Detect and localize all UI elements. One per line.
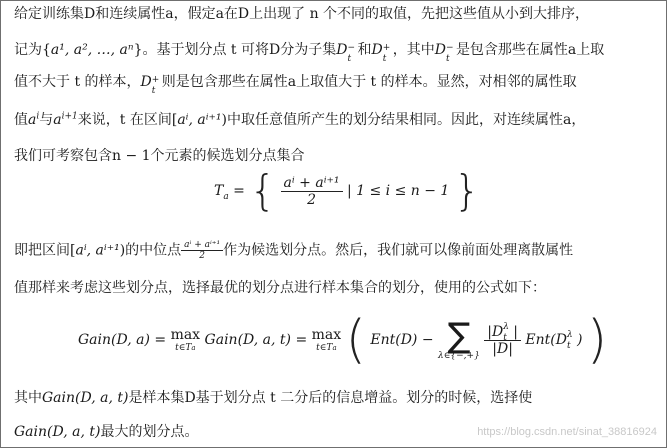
- paragraph-line-8: [14, 278, 659, 298]
- text-segment: 作为候选划分点。然后，我们就可以像前面处理离散属性: [223, 242, 574, 259]
- text-line-8: 值那样来考虑这些划分点，选择最优的划分点进行样本集合的划分，使用的公式如下：: [14, 280, 546, 296]
- paragraph-line-10: [14, 388, 659, 408]
- gain-mid: Gain(D, a, t) =: [204, 332, 308, 348]
- watermark: https://blog.csdn.net/sinat_38816924: [477, 426, 657, 438]
- entropy-term: Ent(D) −: [370, 332, 434, 348]
- gain-lhs: Gain(D, a) =: [78, 332, 167, 348]
- paragraph-line-5: [14, 146, 659, 166]
- math-gain-dat-2: Gain(D, a, t): [14, 424, 101, 440]
- paragraph-line-1: [14, 4, 659, 24]
- text-segment: 最大的划分点。: [100, 424, 199, 440]
- text-segment: 值: [14, 112, 28, 128]
- weight-fraction: |D λ t | |D|: [484, 324, 521, 357]
- fraction-midpoint: [281, 175, 343, 208]
- math-dt-minus: D − t: [336, 42, 356, 64]
- text-segment: 则是包含那些在属性a上取值大于 t 的样本。显然，对相邻的属性取: [161, 74, 577, 90]
- equation-candidate-set: [214, 166, 481, 215]
- left-paren: (: [345, 310, 366, 370]
- text-segment: 来说，t 在区间[: [77, 112, 178, 128]
- math-sub-a: a: [223, 191, 229, 202]
- math-interval: aⁱ, aⁱ⁺¹: [177, 112, 222, 128]
- text-segment: 是样本集D基于划分点 t 二分后的信息增益。划分的时候，选择使: [128, 390, 533, 406]
- math-T: T: [214, 183, 224, 199]
- math-sequence: a¹, a², …, aⁿ: [50, 42, 134, 58]
- max-operator-2: max t∈Ta: [311, 327, 342, 353]
- paragraph-line-2: [14, 40, 659, 64]
- text-segment: }。基于划分点 t 可将D分为子集: [133, 42, 337, 58]
- entropy-subset: Ent(D λ t ): [525, 330, 583, 351]
- text-segment: 是包含那些在属性a上取: [455, 42, 605, 58]
- text-segment: 值不大于 t 的样本，: [14, 74, 141, 90]
- text-segment: )中取任意值所产生的划分结果相同。因此，对连续属性a，: [221, 112, 586, 128]
- text-line-5: 我们可考察包含n − 1个元素的候选划分点集合: [14, 148, 305, 164]
- text-line-1: 给定训练集D和连续属性a，假定a在D上出现了 n 个不同的取值，先把这些值从小到大排序，: [14, 6, 590, 22]
- inline-fraction: $\frac{\text{aⁱ + aⁱ⁺¹}}{2}$: [181, 240, 223, 261]
- right-brace: }: [453, 166, 481, 215]
- text-segment: 和: [357, 42, 372, 58]
- left-brace: {: [249, 166, 277, 215]
- summation-operator: ∑ λ∈{−,+}: [438, 316, 480, 361]
- paragraph-line-7: [14, 240, 659, 261]
- fraction-denominator: 2: [307, 191, 316, 208]
- paragraph-line-4: [14, 110, 659, 130]
- math-interval-2: aⁱ, aⁱ⁺¹: [75, 242, 120, 259]
- right-paren: ): [586, 310, 608, 370]
- set-condition: | 1 ≤ i ≤ n − 1: [346, 183, 450, 199]
- text-segment: 其中: [14, 390, 42, 406]
- text-segment: 即把区间[: [14, 242, 76, 259]
- fraction-numerator: aⁱ + aⁱ⁺¹: [281, 175, 343, 192]
- text-segment: 与: [39, 112, 54, 128]
- math-ai1: $a^{i+1}$: [53, 111, 78, 128]
- math-dt-plus-2: D + t: [140, 74, 160, 96]
- math-dt-minus-2: D − t: [434, 42, 454, 64]
- text-segment: )的中位点: [119, 242, 182, 259]
- equation-gain: [78, 310, 608, 370]
- text-segment: 记为{: [14, 42, 51, 58]
- math-gain-dat: Gain(D, a, t): [42, 390, 129, 406]
- paragraph-line-3: [14, 72, 659, 96]
- text-segment: ，其中: [392, 42, 435, 58]
- math-ai: $a^i$: [28, 111, 40, 128]
- math-dt-plus: D + t: [371, 42, 391, 64]
- max-operator-1: max t∈Ta: [170, 327, 201, 353]
- equals-sign: =: [233, 183, 245, 199]
